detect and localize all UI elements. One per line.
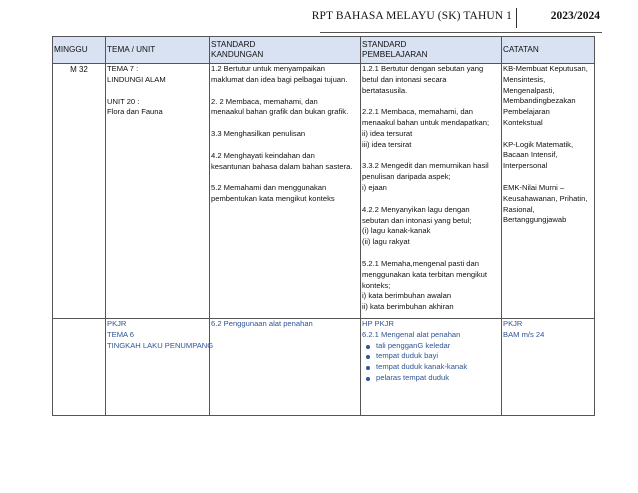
text-line: 6.2 Penggunaan alat penahan <box>211 319 313 328</box>
text-line: (i) lagu kanak-kanak <box>362 226 431 236</box>
table-row <box>53 319 595 416</box>
list-item: tempat duduk kanak-kanak <box>376 362 500 373</box>
text-line: menggunakan kata terbitan mengikut <box>362 269 487 279</box>
header-separator <box>516 8 517 28</box>
text-line: Mensintesis, <box>503 74 546 84</box>
text-line: pembentukan kata mengikut konteks <box>211 194 335 204</box>
text-line: i) ejaan <box>362 183 387 193</box>
week-cell-empty <box>53 319 106 416</box>
text-line: Pembelajaran <box>503 107 550 117</box>
text-line: Flora dan Fauna <box>107 107 163 117</box>
text-line: TEMA 7 : <box>107 64 139 73</box>
list-item: tempat duduk bayi <box>376 351 500 362</box>
text-line: 5.2 Memahami dan menggunakan <box>211 183 327 193</box>
text-line: maklumat dan idea bagi pelbagai tujuan. <box>211 74 348 84</box>
page-header <box>0 8 638 30</box>
col-header-standard-pembelajaran <box>361 37 502 64</box>
pembelajaran-cell <box>361 64 502 319</box>
text-line: Rasional, <box>503 204 535 214</box>
pkjr-bullet-list <box>362 341 500 384</box>
header-line: PEMBELAJARAN <box>362 50 428 59</box>
line-gap <box>362 194 500 205</box>
line-gap <box>211 140 359 151</box>
text-line: (ii) lagu rakyat <box>362 237 410 247</box>
text-line: 2.2.1 Membaca, memahami, dan <box>362 107 474 117</box>
text-line: 3.3 Menghasilkan penulisan <box>211 129 306 139</box>
pkjr-catatan-cell <box>502 319 595 416</box>
document-title: RPT BAHASA MELAYU (SK) TAHUN 1 <box>311 10 512 22</box>
line-gap <box>211 118 359 129</box>
text-line: 4.2 Menghayati keindahan dan <box>211 150 315 160</box>
text-line: 6.2.1 Mengenal alat penahan <box>362 329 461 339</box>
text-line: Bertanggungjawab <box>503 215 567 225</box>
text-line: PKJR <box>503 319 523 328</box>
text-line: betul dan intonasi secara <box>362 74 447 84</box>
pkjr-kandungan-cell <box>210 319 361 416</box>
text-line: Bacaan Intensif, <box>503 150 558 160</box>
text-line: bertatasusila. <box>362 85 408 95</box>
tema-cell <box>106 64 210 319</box>
week-cell: M 32 <box>53 64 106 319</box>
table-row <box>53 64 595 319</box>
text-line: Mengenalpasti, <box>503 85 555 95</box>
text-line: Kontekstual <box>503 117 543 127</box>
table-header-row <box>53 37 595 64</box>
text-line: 1.2.1 Bertutur dengan sebutan yang <box>362 64 484 73</box>
line-gap <box>107 86 208 97</box>
text-line: BAM m/s 24 <box>503 329 545 339</box>
text-line: HP PKJR <box>362 319 394 328</box>
line-gap <box>211 172 359 183</box>
document-year: 2023/2024 <box>550 10 600 22</box>
text-line: konteks; <box>362 280 391 290</box>
text-line: LINDUNGI ALAM <box>107 74 166 84</box>
text-line: Interpersonal <box>503 161 548 171</box>
catatan-cell <box>502 64 595 319</box>
text-line: 5.2.1 Memaha,mengenal pasti dan <box>362 258 479 268</box>
text-line: menaakul bahan grafik dan bukan grafik. <box>211 107 349 117</box>
list-item: pelaras tempat duduk <box>376 373 500 384</box>
col-header-standard-kandungan <box>210 37 361 64</box>
text-line: KB-Membuat Keputusan, <box>503 64 588 73</box>
text-line: sebutan dan intonasi yang betul; <box>362 215 472 225</box>
text-line: iii) idea tersirat <box>362 139 412 149</box>
line-gap <box>211 86 359 97</box>
list-item: tali pengganG keledar <box>376 341 500 352</box>
text-line: 4.2.2 Menyanyikan lagu dengan <box>362 204 470 214</box>
col-header-catatan: CATATAN <box>502 37 595 64</box>
text-line: menaakul bahan untuk mendapatkan; <box>362 118 490 128</box>
line-gap <box>503 172 593 183</box>
rpt-table <box>52 36 595 416</box>
pkjr-tema-cell <box>106 319 214 416</box>
text-line: 3.3.2 Mengedit dan memurnikan hasil <box>362 161 489 171</box>
line-gap <box>503 129 593 140</box>
text-line: TINGKAH LAKU PENUMPANG <box>107 340 214 350</box>
text-line: Membandingbezakan <box>503 96 576 106</box>
text-line: kesantunan bahasa dalam bahan sastera. <box>211 161 353 171</box>
line-gap <box>362 150 500 161</box>
pkjr-pembelajaran-head <box>362 319 500 341</box>
pkjr-pembelajaran-cell <box>361 319 502 416</box>
line-gap <box>362 96 500 107</box>
header-line: KANDUNGAN <box>211 50 264 59</box>
kandungan-cell <box>210 64 361 319</box>
text-line: ii) idea tersurat <box>362 128 413 138</box>
text-line: PKJR <box>107 319 127 328</box>
line-gap <box>362 248 500 259</box>
text-line: EMK-Nilai Murni – <box>503 183 565 193</box>
col-header-minggu: MINGGU <box>53 37 106 64</box>
header-line: STANDARD <box>362 40 407 50</box>
text-line: KP-Logik Matematik, <box>503 139 574 149</box>
text-line: Keusahawanan, Prihatin, <box>503 193 588 203</box>
text-line: 2. 2 Membaca, memahami, dan <box>211 96 318 106</box>
text-line: UNIT 20 : <box>107 96 140 106</box>
text-line: 1.2 Bertutur untuk menyampaikan <box>211 64 325 73</box>
text-line: penulisan daripada aspek; <box>362 172 451 182</box>
col-header-tema-unit: TEMA / UNIT <box>106 37 210 64</box>
header-line: STANDARD <box>211 40 256 50</box>
header-underline <box>320 32 602 33</box>
text-line: TEMA 6 <box>107 329 135 339</box>
text-line: i) kata berimbuhan awalan <box>362 291 452 301</box>
text-line: ii) kata berimbuhan akhiran <box>362 302 454 312</box>
